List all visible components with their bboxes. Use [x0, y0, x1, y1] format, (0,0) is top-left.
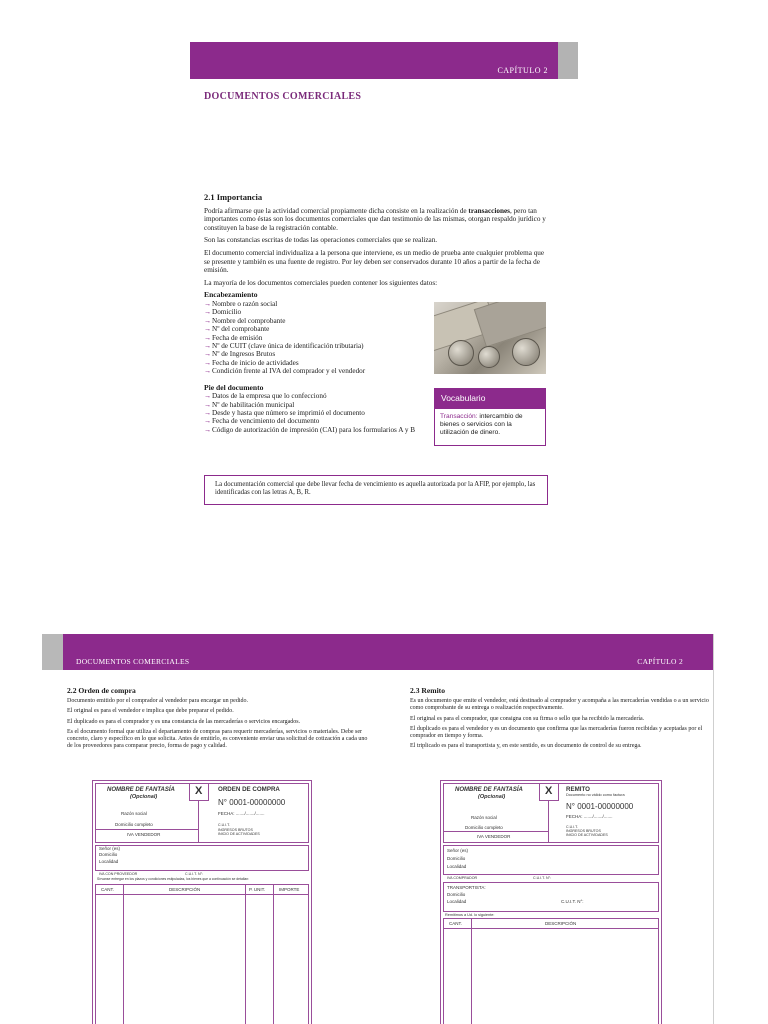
- header-list-title: Encabezamiento: [204, 290, 258, 300]
- table-divider: [245, 884, 246, 1024]
- iva-vendedor: IVA VENDEDOR: [477, 834, 511, 839]
- razon-social: Razón social: [121, 811, 147, 816]
- items-table-header: [95, 884, 309, 895]
- p1-text-a: Podría afirmarse que la actividad comercial propiamente dicha consiste en la realización de: [204, 206, 469, 215]
- paragraph: El original es para el vendedor e implica que debe preparar el pedido.: [67, 708, 234, 715]
- doc-number: N° 0001-00000000: [566, 802, 634, 811]
- divider: [95, 829, 198, 830]
- paragraph: Es un documento que emite el vendedor, está destinado al comprador y acompaña a las mercaderías vendidas o a un servicio como comprobante de su entrega o realización respectivamente.: [410, 698, 709, 712]
- list-item: → Fecha de emisión: [204, 334, 548, 342]
- p1-text-b: , pero tan importantes como éstas son los documentos comerciales que dan testimonio de las mismas, otorgan respaldo jurídico y constituyen la base de la registración contable.: [204, 206, 546, 232]
- doc-title: REMITO: [566, 786, 590, 793]
- money-photo: [434, 302, 546, 374]
- paragraph-3: El documento comercial individualiza a la persona que interviene, es un medio de prueba ante cualquier problema que se presente y también es una fuente de registro. Por ley deben ser conservados durante 10 años a partir de la fecha de emisión.: [204, 248, 545, 275]
- iva-comprador-label: IVA COMPRADOR: [447, 876, 478, 880]
- domicilio-label: Domicilio: [99, 852, 118, 857]
- domicilio: Domicilio completo: [465, 825, 503, 830]
- paragraph: El original es para el comprador, que consigna con su firma o sello que ha recibido la mercadería.: [410, 715, 645, 722]
- remitimos-label: Remitimos a Ud. lo siguiente:: [445, 913, 495, 917]
- list-item: → Condición frente al IVA del comprador y el vendedor: [204, 367, 548, 375]
- coin-shape: [448, 340, 474, 366]
- paragraph: El triplicado es para el transportista y, en este sentido, es un documento de control de su entrega.: [410, 743, 642, 750]
- list-item: → Nº de habilitación municipal: [204, 401, 548, 409]
- cuit-label: C.U.I.T.: [218, 823, 230, 827]
- razon-social: Razón social: [471, 815, 497, 820]
- fantasia-label: NOMBRE DE FANTASÍA: [107, 787, 175, 793]
- doc-date: FECHA: ......./......./.......: [218, 811, 265, 816]
- customer-box: [95, 845, 309, 871]
- paragraph-4: La mayoría de los documentos comerciales pueden contener los siguientes datos:: [204, 278, 438, 287]
- col-cant: CANT.: [101, 887, 115, 892]
- items-table: [443, 918, 659, 1024]
- transportista-label: TRANSPORTISTA:: [447, 885, 486, 890]
- letter-x: X: [195, 785, 203, 797]
- list-item: → Fecha de inicio de actividades: [204, 359, 548, 367]
- col-importe: IMPORTE: [279, 887, 300, 892]
- cuit-label: C.U.I.T.: [566, 825, 578, 829]
- section-title: 2.2 Orden de compra: [67, 686, 136, 695]
- doc-number: N° 0001-00000000: [218, 798, 286, 807]
- footer-list-title: Pie del documento: [204, 382, 264, 392]
- opcional-label: (Opcional): [130, 794, 158, 800]
- vocabulary-definition: intercambio de bienes o servicios con la utilización de dinero.: [440, 413, 523, 436]
- sirvase-label: Sírvanse entregar en los plazos y condiciones estipuladas, los bienes que a continuación se detallan:: [97, 877, 250, 881]
- note-box: La documentación comercial que debe llevar fecha de vencimiento es aquella autorizada por la AFIP, por ejemplo, las identificadas con las letras A, B, R.: [204, 475, 548, 505]
- header-right-label: CAPÍTULO 2: [637, 657, 683, 666]
- cuit-number-label: C.U.I.T. N°:: [185, 872, 204, 876]
- iva-vendedor: IVA VENDEDOR: [127, 832, 161, 837]
- coin-shape: [478, 346, 500, 368]
- doc-date: FECHA: ......./......./.......: [566, 814, 613, 819]
- col-punit: P. UNIT.: [249, 887, 266, 892]
- paragraph-2: Son las constancias escritas de todas las operaciones comerciales que se realizan.: [204, 236, 438, 245]
- page2-header: [42, 634, 713, 670]
- paragraph: Documento emitido por el comprador al vendedor para encargar un pedido.: [67, 698, 248, 705]
- page1-header: [190, 42, 578, 79]
- coin-shape: [512, 338, 540, 366]
- list-item: → Nº de Ingresos Brutos: [204, 350, 548, 358]
- domicilio-label: Domicilio: [447, 856, 466, 861]
- p1-bold: transacciones: [468, 206, 510, 215]
- vocabulary-box: [434, 388, 546, 446]
- cuit-number-label: C.U.I.T. N°:: [533, 876, 552, 880]
- col-descripcion: DESCRIPCIÓN: [169, 887, 201, 892]
- vocabulary-text: [435, 409, 545, 440]
- page-title: DOCUMENTOS COMERCIALES: [204, 91, 362, 102]
- table-divider: [273, 884, 274, 1024]
- customer-box: [443, 845, 659, 875]
- col-descripcion: DESCRIPCIÓN: [545, 921, 577, 926]
- paragraph: Es el documento formal que utiliza el departamento de compras para requerir mercaderías, servicios o materiales. Debe ser concreto, claro y específico en lo que solicita. Antes de emitirlo, es conveniente enviar una solicitud de cotización a cada uno de los proveedores para comparar precio, forma de pago y calidad.: [67, 728, 368, 750]
- domicilio: Domicilio completo: [115, 822, 153, 827]
- chapter-label: CAPÍTULO 2: [497, 66, 548, 75]
- cuit-number-label: C.U.I.T. N°:: [561, 899, 584, 904]
- senor-label: Señor (es): [99, 846, 121, 851]
- opcional-label: (Opcional): [478, 794, 506, 800]
- letter-x: X: [545, 785, 553, 797]
- not-valid-label: Documento no válido como factura: [566, 793, 625, 797]
- section-remito: [410, 687, 714, 753]
- orden-de-compra-form: [92, 780, 312, 1024]
- section-title: 2.1 Importancia: [204, 192, 263, 202]
- fantasia-label: NOMBRE DE FANTASÍA: [455, 787, 523, 793]
- list-item: → Desde y hasta que número se imprimió el documento: [204, 409, 548, 417]
- inicio-label: INICIO DE ACTIVIDADES: [566, 833, 608, 837]
- iva-proveedor-label: IVA CON PROVEEDOR: [99, 872, 138, 876]
- list-item: → Datos de la empresa que lo confeccionó: [204, 392, 548, 400]
- localidad-label: Localidad: [99, 859, 119, 864]
- paragraph: El duplicado es para el comprador y es una constancia de las mercaderías o servicios encargados.: [67, 718, 301, 725]
- header-grey-tab: [558, 42, 578, 79]
- divider: [548, 801, 549, 843]
- list-item: → Nombre o razón social: [204, 300, 548, 308]
- list-item: → Nº de CUIT (clave única de identificación tributaria): [204, 342, 548, 350]
- header-left-label: DOCUMENTOS COMERCIALES: [76, 657, 190, 666]
- table-divider: [471, 918, 472, 1024]
- localidad-label: Localidad: [447, 864, 467, 869]
- list-item: → Nº del comprobante: [204, 325, 548, 333]
- vocabulary-term: Transacción:: [440, 413, 478, 420]
- vocabulary-title: Vocabulario: [435, 389, 545, 409]
- paragraph-1: [204, 207, 548, 233]
- list-item: → Domicilio: [204, 308, 548, 316]
- remito-form: [440, 780, 662, 1024]
- domicilio-label: Domicilio: [447, 892, 466, 897]
- list-item: → Fecha de vencimiento del documento: [204, 417, 548, 425]
- senor-label: Señor (es): [447, 848, 469, 853]
- list-item: → Código de autorización de impresión (CAI) para los formularios A y B: [204, 426, 548, 434]
- localidad-label: Localidad: [447, 899, 467, 904]
- divider: [443, 831, 548, 832]
- doc-title: ORDEN DE COMPRA: [218, 786, 280, 793]
- section-title: 2.3 Remito: [410, 686, 446, 695]
- paragraph: El duplicado es para el vendedor y es un documento que confirma que las mercaderías fueron recibidas y aceptadas por el comprador en tiempo y forma.: [410, 725, 703, 740]
- ib-label: INGRESOS BRUTOS: [566, 829, 601, 833]
- divider: [198, 801, 199, 843]
- ib-label: INGRESOS BRUTOS: [218, 828, 253, 832]
- col-cant: CANT.: [449, 921, 463, 926]
- items-table: [95, 884, 309, 1024]
- list-item: → Nombre del comprobante: [204, 317, 548, 325]
- section-orden-de-compra: [67, 687, 371, 753]
- table-divider: [123, 884, 124, 1024]
- inicio-label: INICIO DE ACTIVIDADES: [218, 832, 260, 836]
